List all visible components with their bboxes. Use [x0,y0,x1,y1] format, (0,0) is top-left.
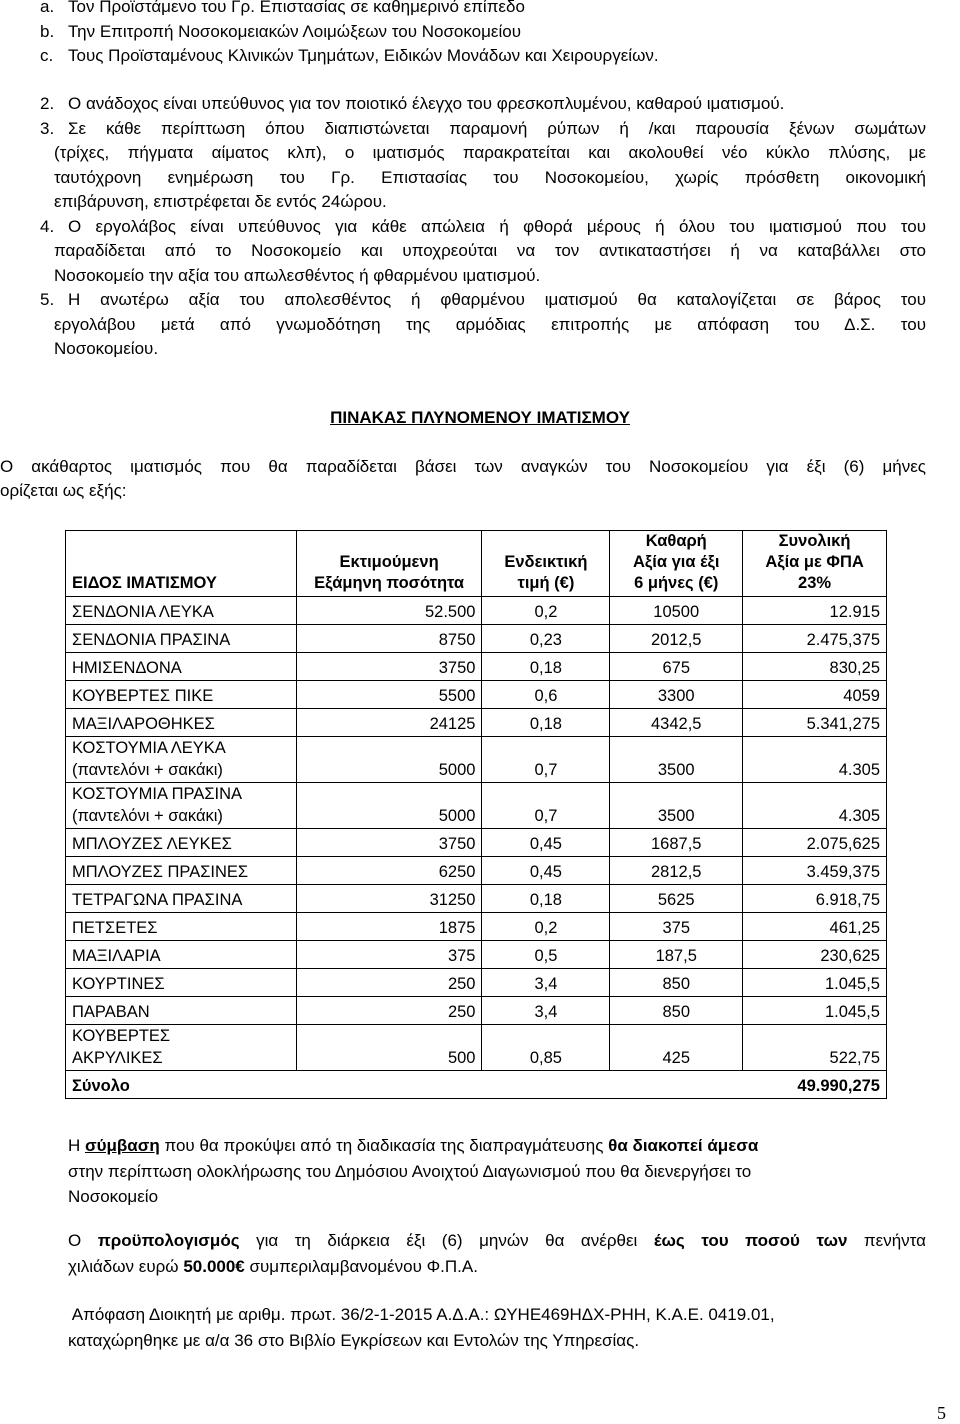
header-item [66,531,297,597]
quantity-cell: 500 [296,1025,482,1071]
price-cell: 0,6 [482,681,610,709]
item-2 [40,94,784,114]
item-cell [66,829,297,857]
header-line: Αξία με ΦΠΑ [765,553,864,571]
list-item-c [40,46,659,66]
price-cell: 3,4 [482,997,610,1025]
table-row [66,969,887,997]
item-cell [66,857,297,885]
item-name: ΚΟΣΤΟΥΜΙΑ ΛΕΥΚΑ [72,739,226,757]
net-value-cell: 375 [610,913,743,941]
item-name: ΜΑΞΙΛΑΡΟΘΗΚΕΣ [72,715,215,733]
item-name: (παντελόνι + σακάκι) [72,807,223,825]
quantity-cell: 52.500 [296,597,482,625]
total-value-cell: 2.475,375 [743,625,887,653]
table-row [66,829,887,857]
total-value-cell: 2.075,625 [743,829,887,857]
budget-text: Ο [68,1231,98,1250]
item-cell [66,997,297,1025]
price-cell: 0,18 [482,709,610,737]
table-row [66,737,887,783]
contract-text: Η [68,1136,85,1155]
header-net-value [610,531,743,597]
header-total-value [743,531,887,597]
list-text: Τον Προϊστάμενο του Γρ. Επιστασίας σε καθημερινό επίπεδο [68,0,525,16]
budget-text: συμπεριλαμβανομένου Φ.Π.Α. [244,1256,478,1276]
total-value: 49.990,275 [743,1071,887,1099]
table-row [66,941,887,969]
header-quantity [296,531,482,597]
budget-text: χιλιάδων ευρώ [68,1256,184,1276]
budget-paragraph [68,1228,926,1279]
budget-text: πενήντα [847,1231,926,1250]
total-label: Σύνολο [66,1071,743,1099]
total-value-cell: 4.305 [743,783,887,829]
item-number: 2. [40,94,55,113]
decision-paragraph [68,1302,775,1353]
price-cell: 3,4 [482,969,610,997]
item-line: επιβάρυνση, επιστρέφεται δε εντός 24ώρου. [54,192,387,211]
total-value-cell: 1.045,5 [743,997,887,1025]
quantity-cell: 3750 [296,653,482,681]
budget-line [68,1254,926,1280]
net-value-cell: 10500 [610,597,743,625]
item-name: ΣΕΝΔΟΝΙΑ ΠΡΑΣΙΝΑ [72,631,231,649]
quantity-cell: 24125 [296,709,482,737]
item-line: παραδίδεται από το Νοσοκομείο και υποχρεούται να τον αντικαταστήσει ή να καταβάλλει στο [54,241,926,260]
item-name: ΚΟΣΤΟΥΜΙΑ ΠΡΑΣΙΝΑ [72,785,243,803]
contract-paragraph [68,1133,758,1210]
item-name: ΚΟΥΒΕΡΤΕΣ ΠΙΚΕ [72,687,214,705]
price-cell: 0,23 [482,625,610,653]
decision-line: Απόφαση Διοικητή με αριθμ. πρωτ. 36/2-1-2015 Α.Δ.Α.: ΩΥΗΕ469ΗΔΧ-ΡΗΗ, Κ.Α.Ε. 0419.01, [68,1305,775,1324]
total-value-cell: 3.459,375 [743,857,887,885]
list-text: Τους Προϊσταμένους Κλινικών Τμημάτων, Ειδικών Μονάδων και Χειρουργείων. [68,46,659,65]
quantity-cell: 8750 [296,625,482,653]
contract-text: στην περίπτωση ολοκλήρωσης του Δημόσιου Ανοιχτού Διαγωνισμού που θα διενεργήσει το [68,1161,752,1181]
net-value-cell: 3300 [610,681,743,709]
price-cell: 0,5 [482,941,610,969]
table-title: ΠΙΝΑΚΑΣ ΠΛΥΝΟΜΕΝΟΥ ΙΜΑΤΙΣΜΟΥ [330,408,630,427]
quantity-cell: 250 [296,997,482,1025]
quantity-cell: 5000 [296,737,482,783]
item-cell [66,1025,297,1071]
quantity-cell: 250 [296,969,482,997]
budget-bold: προϋπολογισμός [97,1231,240,1250]
item-number: 3. [40,119,55,138]
total-value-cell: 1.045,5 [743,969,887,997]
net-value-cell: 3500 [610,783,743,829]
intro-line: Ο ακάθαρτος ιματισμός που θα παραδίδεται βάσει των αναγκών του Νοσοκομείου για έξι (6) μήνες [0,457,926,476]
item-name: ΠΕΤΣΕΤΕΣ [72,919,158,937]
item-line: Η ανωτέρω αξία του απολεσθέντος ή φθαρμένου ιματισμού θα καταλογίζεται σε βάρος του [68,290,926,309]
net-value-cell: 2012,5 [610,625,743,653]
item-name: ΚΟΥΡΤΙΝΕΣ [72,975,165,993]
table-row [66,653,887,681]
price-cell: 0,2 [482,597,610,625]
budget-text: για τη διάρκεια έξι (6) μηνών θα ανέρθει [239,1231,654,1250]
laundry-table [65,530,887,1099]
price-cell: 0,7 [482,737,610,783]
list-label: b. [40,22,55,41]
net-value-cell: 675 [610,653,743,681]
table-row [66,913,887,941]
net-value-cell: 4342,5 [610,709,743,737]
quantity-cell: 5000 [296,783,482,829]
table-row [66,597,887,625]
table-row [66,885,887,913]
item-cell [66,681,297,709]
total-value-cell: 6.918,75 [743,885,887,913]
quantity-cell: 31250 [296,885,482,913]
list-item-b [40,22,521,42]
contract-bold: θα διακοπεί άμεσα [608,1136,759,1155]
price-cell: 0,45 [482,857,610,885]
item-cell [66,709,297,737]
quantity-cell: 5500 [296,681,482,709]
total-value-cell: 461,25 [743,913,887,941]
list-label: c. [40,46,54,65]
item-number: 5. [40,290,55,309]
item-name: ΗΜΙΣΕΝΔΟΝΑ [72,659,182,677]
quantity-cell: 1875 [296,913,482,941]
net-value-cell: 850 [610,997,743,1025]
total-value-cell: 4.305 [743,737,887,783]
price-cell: 0,18 [482,885,610,913]
item-cell [66,783,297,829]
item-name: ΚΟΥΒΕΡΤΕΣ [72,1027,171,1045]
price-cell: 0,2 [482,913,610,941]
budget-line [68,1228,926,1254]
table-row [66,709,887,737]
item-cell [66,969,297,997]
price-cell: 0,45 [482,829,610,857]
net-value-cell: 1687,5 [610,829,743,857]
item-name: (παντελόνι + σακάκι) [72,761,223,779]
header-line: 6 μήνες (€) [634,574,719,592]
quantity-cell: 3750 [296,829,482,857]
table-total-row [66,1071,887,1099]
header-line: Ενδεικτική [504,553,588,571]
item-cell [66,885,297,913]
net-value-cell: 3500 [610,737,743,783]
table-row [66,1025,887,1071]
page-number: 5 [937,1403,946,1423]
item-name: ΣΕΝΔΟΝΙΑ ΛΕΥΚΑ [72,603,214,621]
header-line: Αξία για έξι [633,553,720,571]
item-number: 4. [40,217,55,236]
budget-bold: έως του ποσού των [653,1231,848,1250]
item-line: Ο εργολάβος είναι υπεύθυνος για κάθε απώλεια ή φθορά μέρους ή όλου του ιματισμού που του [68,217,926,236]
item-text: Ο ανάδοχος είναι υπεύθυνος για τον ποιοτικό έλεγχο του φρεσκοπλυμένου, καθαρού ιματισμού. [68,94,785,113]
item-line: Νοσοκομείου. [54,339,159,358]
item-cell [66,913,297,941]
list-text: Την Επιτροπή Νοσοκομειακών Λοιμώξεων του Νοσοκομείου [68,22,522,41]
item-cell [66,737,297,783]
table-row [66,997,887,1025]
quantity-cell: 6250 [296,857,482,885]
item-cell [66,625,297,653]
item-name: ΜΠΛΟΥΖΕΣ ΠΡΑΣΙΝΕΣ [72,863,249,881]
item-cell [66,941,297,969]
table-row [66,783,887,829]
price-cell: 0,7 [482,783,610,829]
item-name: ΤΕΤΡΑΓΩΝΑ ΠΡΑΣΙΝΑ [72,891,243,909]
header-line: ΕΙΔΟΣ ΙΜΑΤΙΣΜΟΥ [72,574,217,592]
header-line: Καθαρή [645,532,707,550]
price-cell: 0,85 [482,1025,610,1071]
item-line: Σε κάθε περίπτωση όπου διαπιστώνεται παραμονή ρύπων ή /και παρουσία ξένων σωμάτων [68,119,926,138]
total-value-cell: 522,75 [743,1025,887,1071]
header-line: Εξάμηνη ποσότητα [314,574,465,592]
total-value-cell: 4059 [743,681,887,709]
header-line: τιμή (€) [517,574,575,592]
table-header-row [66,531,887,597]
quantity-cell: 375 [296,941,482,969]
header-line: 23% [798,574,832,592]
item-name: ΜΑΞΙΛΑΡΙΑ [72,947,161,965]
intro-line: ορίζεται ως εξής: [0,481,127,500]
item-cell [66,653,297,681]
total-value-cell: 230,625 [743,941,887,969]
total-value-cell: 12.915 [743,597,887,625]
item-line: (τρίχες, πήγματα αίματος κλπ), ο ιματισμός παρακρατείται και ακολουθεί νέο κύκλο πλύσης, με [54,143,926,162]
net-value-cell: 425 [610,1025,743,1071]
list-item-a [40,0,525,17]
item-line: εργολάβου μετά από γνωμοδότηση της αρμόδιας επιτροπής με απόφαση του Δ.Σ. του [54,315,926,334]
item-line: ταυτόχρονη ενημέρωση του Γρ. Επιστασίας του Νοσοκομείου, χωρίς πρόσθετη οικονομική [54,168,926,187]
header-line: Εκτιμούμενη [339,553,439,571]
item-cell [66,597,297,625]
net-value-cell: 850 [610,969,743,997]
total-value-cell: 830,25 [743,653,887,681]
list-label: a. [40,0,55,16]
item-name: ΑΚΡΥΛΙΚΕΣ [72,1049,163,1067]
table-row [66,857,887,885]
net-value-cell: 2812,5 [610,857,743,885]
item-name: ΠΑΡΑΒΑΝ [72,1003,150,1021]
contract-bold: σύμβαση [85,1136,160,1155]
net-value-cell: 5625 [610,885,743,913]
table-row [66,625,887,653]
header-price [482,531,610,597]
price-cell: 0,18 [482,653,610,681]
header-line: Συνολική [778,532,851,550]
item-line: Νοσοκομείο την αξία του απωλεσθέντος ή φθαρμένου ιματισμού. [54,266,541,285]
table-row [66,681,887,709]
decision-line: καταχώρηθηκε με α/α 36 στο Βιβλίο Εγκρίσεων και Εντολών της Υπηρεσίας. [68,1330,640,1350]
item-name: ΜΠΛΟΥΖΕΣ ΛΕΥΚΕΣ [72,835,232,853]
contract-text: που θα προκύψει από τη διαδικασία της διαπραγμάτευσης [159,1136,609,1155]
net-value-cell: 187,5 [610,941,743,969]
contract-text: Νοσοκομείο [68,1187,159,1206]
budget-bold: 50.000€ [183,1256,245,1276]
total-value-cell: 5.341,275 [743,709,887,737]
